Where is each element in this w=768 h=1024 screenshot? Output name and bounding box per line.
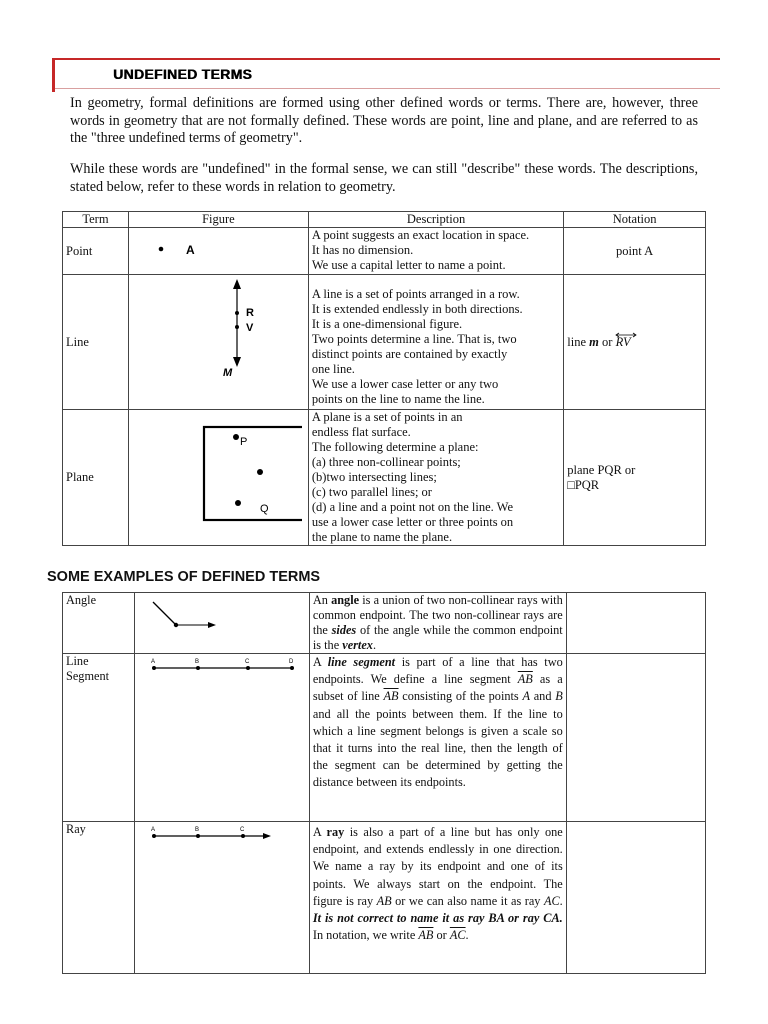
desc-line: (b)two intersecting lines; [311,470,437,484]
figure-ray [134,822,309,974]
ray-label-a: A [150,827,155,833]
notation-or: or [602,334,613,349]
desc-line: distinct points are contained by exactly [311,347,508,361]
header-accent-bar [52,58,55,92]
angle-figure [138,593,306,648]
segment-point-b [196,666,200,670]
segment-label-a: A [150,659,155,665]
desc-line: We use a lower case letter or any two [311,377,499,391]
desc-line: It has no dimension. [311,243,414,257]
header-figure: Figure [128,212,308,228]
ray-label-c: C [239,827,245,833]
notation-line [564,275,706,410]
defined-terms-table [62,592,706,974]
point-v-dot [235,325,239,329]
desc-line: We use a capital letter to name a point. [311,258,506,272]
table-row-ray [63,822,706,974]
desc-line: (a) three non-collinear points; [311,455,461,469]
point-q-dot [235,500,241,506]
ray-point-b [196,834,200,838]
desc-line: The following determine a plane: [311,440,479,454]
desc-line: one line. [311,362,355,376]
plane-rectangle [204,427,302,520]
point-figure [132,234,302,264]
table-row-angle [63,593,706,654]
term-point: Point [63,228,129,275]
undefined-terms-table [62,211,706,546]
point-dot [159,247,164,252]
point-r-dot [235,311,239,315]
segment-label-c: C [244,659,250,665]
desc-segment: A line segment is part of a line that has two endpoints. We define a line segment $\overline{AB}$ as a subset of line $\overline{AB}$ consisting of the points A and B and all the points between them. If the line to which a line segment belongs is given a scale so that it turns into the real line, then the length of the segment can be determined by getting the distance between its endpoints. [309,654,566,822]
ray-label-b: B [194,827,199,833]
arrow-right-icon [208,622,216,628]
line-figure [132,275,302,403]
notation-plane-line1: plane PQR or [567,462,636,477]
defined-terms-heading: SOME EXAMPLES OF DEFINED TERMS [47,569,321,585]
figure-segment [134,654,309,822]
label-q: Q [259,503,269,515]
label-v: V [245,322,254,334]
notation-prefix: line [567,334,587,349]
header-rule-bottom [55,88,720,89]
intro-paragraph-1: In geometry, formal definitions are formed using other defined words or terms. There are, however, three words in geometry that are not formally defined. These words are point, line and plane, and are referred to as the "three undefined terms of geometry". [70,95,698,146]
notation-plane [564,410,706,546]
segment-point-d [290,666,294,670]
header-term: Term [63,212,129,228]
segment-label-d: D [288,659,294,665]
desc-line: (c) two parallel lines; or [311,485,432,499]
ray-point-a [152,834,156,838]
desc-line: It is extended endlessly in both directions. [311,302,523,316]
desc-line: A line is a set of points arranged in a row. [311,287,520,301]
label-p: P [239,436,248,448]
table-row-plane [63,410,706,546]
desc-line: A plane is a set of points in an [311,410,463,424]
segment-point-a [152,666,156,670]
table-header-row [63,212,706,228]
arrow-right-icon [263,833,271,839]
desc-plane [308,410,563,546]
figure-plane [128,410,308,546]
table-row-point [63,228,706,275]
term-angle: Angle [63,593,135,654]
header-rule-top [52,58,720,60]
notation-point: point A [564,228,706,275]
term-segment: Line Segment [63,654,135,822]
notation-segment [566,654,705,822]
point-middle-dot [257,469,263,475]
desc-line: A point suggests an exact location in space. [311,228,530,242]
vertex-dot [174,623,178,627]
figure-point [128,228,308,275]
table-row-line [63,275,706,410]
page-title: UNDEFINED TERMS [113,66,253,82]
point-p-dot [233,434,239,440]
segment-label-b: B [194,659,199,665]
desc-point [308,228,563,275]
desc-ray: A ray is also a part of a line but has only one endpoint, and extends endlessly in one direction. We name a ray by its endpoint and one of its points. We always start on the endpoint. The figure is ray AB or we can also name it as ray AC. It is not correct to name it as ray BA or ray CA. In notation, we write $\overline{AB}$ or $\overline{AC}$. [309,822,566,974]
desc-line-term [308,275,563,410]
arrow-down-icon [233,357,241,367]
segment-point-c [246,666,250,670]
notation-ray [566,822,705,974]
point-label: A [185,243,195,257]
desc-line: (d) a line and a point not on the line. We [311,500,514,514]
segment-figure [138,654,306,684]
double-arrow-icon [615,332,637,338]
notation-rv: RV [616,335,631,350]
figure-line [128,275,308,410]
label-r: R [245,307,254,319]
notation-angle [566,593,705,654]
desc-line: the plane to name the plane. [311,530,453,544]
desc-line: points on the line to name the line. [311,392,485,406]
angle-ray-upper [153,602,176,625]
desc-line: It is a one-dimensional figure. [311,317,463,331]
ray-figure [138,822,306,852]
header-description: Description [308,212,563,228]
desc-line: use a lower case letter or three points on [311,515,514,529]
header-notation: Notation [564,212,706,228]
label-m: M [222,367,233,379]
notation-m: m [589,334,599,349]
arrow-up-icon [233,279,241,289]
plane-figure [132,410,302,538]
term-plane: Plane [63,410,129,546]
intro-paragraph-2: While these words are "undefined" in the formal sense, we can still "describe" these words. The descriptions, stated below, refer to these words in relation to geometry. [70,161,698,195]
desc-angle: An angle is a union of two non-collinear rays with common endpoint. The two non-collinear rays are the sides of the angle while the common endpoint is the vertex. [309,593,566,654]
desc-line: endless flat surface. [311,425,411,439]
table-row-segment [63,654,706,822]
figure-angle [134,593,309,654]
desc-line: Two points determine a line. That is, two [311,332,517,346]
term-ray: Ray [63,822,135,974]
term-line: Line [63,275,129,410]
notation-plane-line2: □PQR [567,477,600,492]
ray-point-c [241,834,245,838]
